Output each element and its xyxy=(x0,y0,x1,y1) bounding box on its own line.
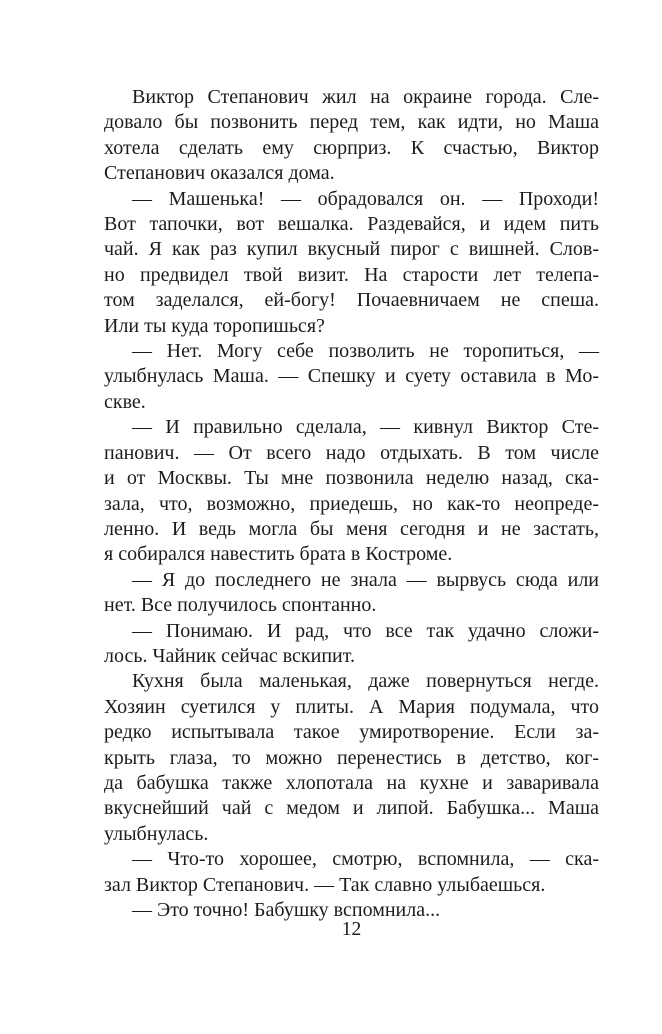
text-line: зал Виктор Степанович. — Так славно улыбаешься. xyxy=(104,873,546,896)
paragraph xyxy=(104,669,599,847)
text-line: я собирался навестить брата в Костроме. xyxy=(104,543,453,566)
text-line: редко испытывала такое умиротворение. Если за- xyxy=(104,721,599,744)
text-line: нет. Все получилось спонтанно. xyxy=(104,594,377,617)
text-line: — И правильно сделала, — кивнул Виктор Сте- xyxy=(132,416,599,439)
text-line: том заделался, ей-богу! Почаевничаем не спеша. xyxy=(104,289,599,312)
text-line: — Понимаю. И рад, что все так удачно сложи- xyxy=(132,619,599,642)
text-line: Виктор Степанович жил на окраине города. Сле- xyxy=(132,86,599,108)
text-line: но предвидел твой визит. На старости лет телепа- xyxy=(104,263,599,286)
text-line: да бабушка также хлопотала на кухне и заваривала xyxy=(104,771,599,794)
page-number: 12 xyxy=(341,919,362,940)
text-line: панович. — От всего надо отдыхать. В том числе xyxy=(104,441,599,464)
text-line: Кухня была маленькая, даже повернуться негде. xyxy=(132,670,599,693)
page-text xyxy=(104,85,599,923)
text-line: ленно. И ведь могла бы меня сегодня и не застать, xyxy=(104,517,599,540)
text-line: крыть глаза, то можно перенестись в детство, ког- xyxy=(104,746,599,769)
paragraph xyxy=(104,847,599,898)
paragraph xyxy=(104,619,599,670)
text-line: довало бы позвонить перед тем, как идти, но Маша xyxy=(104,111,599,134)
text-line: и от Москвы. Ты мне позвонила неделю назад, ска- xyxy=(104,467,599,490)
text-line: хотела сделать ему сюрприз. К счастью, Виктор xyxy=(104,136,599,159)
text-line: — Что-то хорошее, смотрю, вспомнила, — ска- xyxy=(132,848,599,871)
text-line: — Это точно! Бабушку вспомнила... xyxy=(132,899,441,921)
text-line: чай. Я как раз купил вкусный пирог с вишней. Слов- xyxy=(104,238,599,261)
text-line: Степанович оказался дома. xyxy=(104,162,335,185)
text-line: Вот тапочки, вот вешалка. Раздевайся, и идем пить xyxy=(104,213,599,236)
text-line: улыбнулась. xyxy=(104,822,209,845)
paragraph xyxy=(104,415,599,567)
text-line: скве. xyxy=(104,390,146,413)
text-line: — Нет. Могу себе позволить не торопиться, — xyxy=(132,340,599,363)
text-line: лось. Чайник сейчас вскипит. xyxy=(104,644,355,667)
paragraph xyxy=(104,339,599,415)
paragraph xyxy=(104,568,599,619)
text-line: вкуснейший чай с медом и липой. Бабушка... Маша xyxy=(104,797,599,820)
text-line: — Машенька! — обрадовался он. — Проходи! xyxy=(132,187,599,210)
text-line: улыбнулась Маша. — Спешку и суету оставила в Мо- xyxy=(104,365,599,388)
text-line: — Я до последнего не знала — вырвусь сюда или xyxy=(132,568,599,591)
paragraph xyxy=(104,85,599,187)
text-line: Хозяин суетился у плиты. А Мария подумала, что xyxy=(104,695,599,718)
paragraph xyxy=(104,187,599,339)
text-line: Или ты куда торопишься? xyxy=(104,314,325,337)
text-line: зала, что, возможно, приедешь, но как-то неопреде- xyxy=(104,492,599,515)
